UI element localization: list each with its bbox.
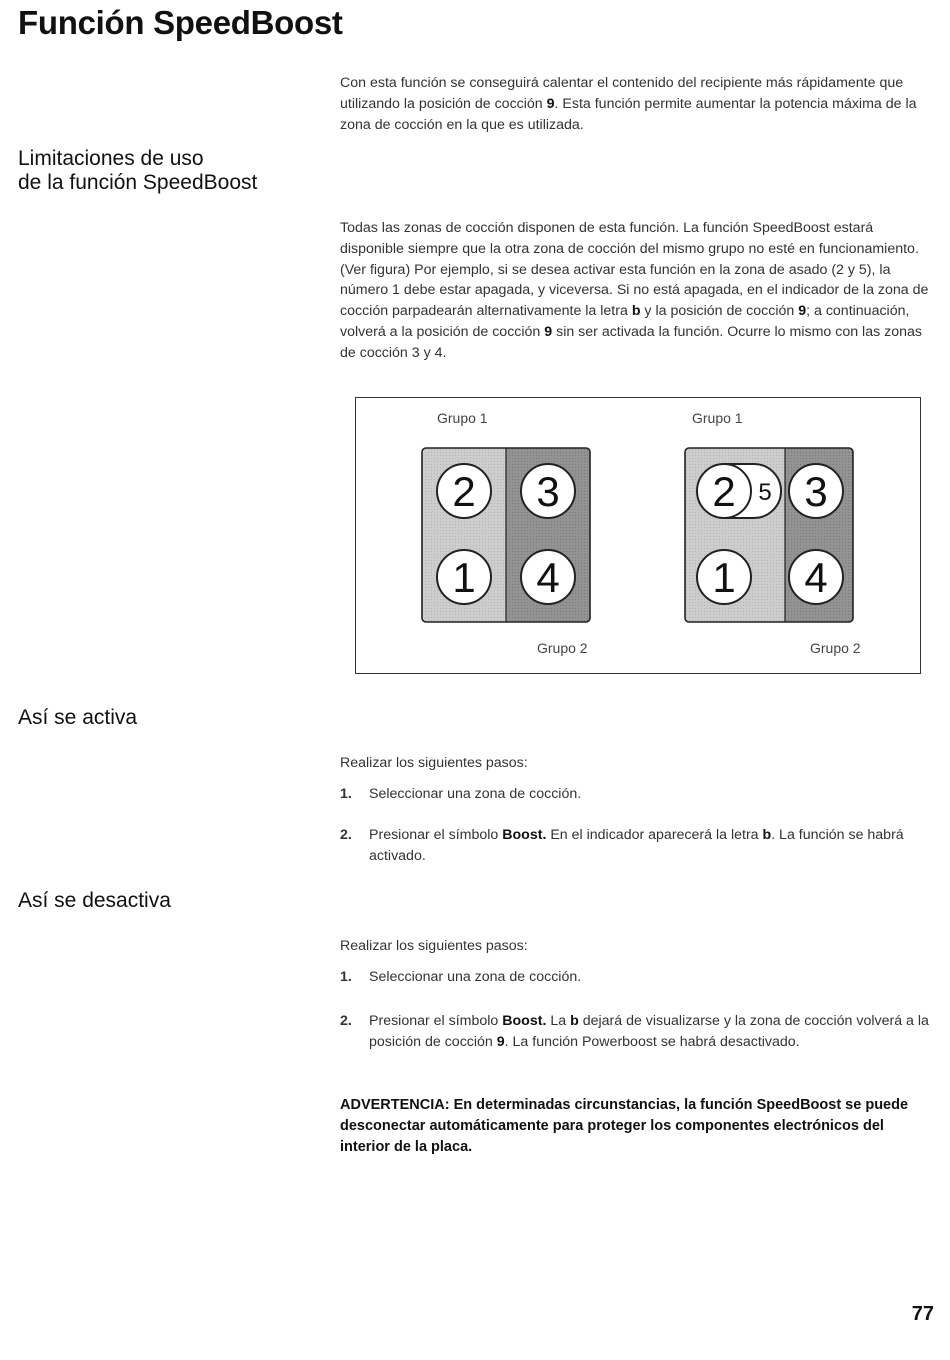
step-text-part: Presionar el símbolo: [369, 827, 503, 843]
heading-line: de la función SpeedBoost: [18, 171, 258, 194]
step-number: 2.: [340, 827, 352, 843]
display-symbol-b: b: [631, 303, 641, 320]
step-text: [369, 1011, 929, 1053]
paragraph-text: ; a continuación, volverá a la posición de cocción: [340, 303, 910, 340]
display-symbol-b: b: [570, 1013, 579, 1029]
left-hob: [422, 448, 590, 622]
desactiva-step-2: [340, 1011, 940, 1075]
desactiva-step-1: [340, 967, 940, 989]
activa-lead: Realizar los siguientes pasos:: [340, 755, 528, 771]
intro-text: Con esta función se conseguirá calentar el contenido del recipiente más rápidamente que utilizando la posición de cocción: [340, 75, 904, 112]
cooking-zone-groups-figure: [355, 397, 921, 674]
right-zone-label-1: 1: [712, 554, 736, 601]
figure-right-grupo2-label: Grupo 2: [810, 640, 861, 656]
step-text: Seleccionar una zona de cocción.: [369, 969, 582, 985]
warning-text: ADVERTENCIA: En determinadas circunstancias, la función SpeedBoost se puede desconectar automáticamente para proteger los componentes electrónicos del interior de la placa.: [340, 1097, 909, 1155]
left-zone-label-3: 3: [536, 468, 560, 515]
section-heading-limitaciones: [18, 147, 257, 195]
intro-text-end: . Esta función permite aumentar la potencia máxima de la zona de cocción en la que es utilizada.: [340, 95, 917, 133]
left-zone-label-1: 1: [452, 554, 476, 601]
step-text-part: . La función Powerboost se habrá desactivado.: [504, 1034, 800, 1050]
activa-step-2: [340, 825, 940, 869]
right-zone-label-3: 3: [804, 468, 828, 515]
right-zone-label-2: 2: [712, 468, 736, 515]
step-text: Seleccionar una zona de cocción.: [369, 786, 582, 802]
right-hob: [685, 448, 853, 622]
paragraph-text: sin ser activada la función. Ocurre lo mismo con las zonas de cocción 3 y 4.: [340, 323, 922, 361]
step-number: 1.: [340, 786, 352, 802]
boost-symbol-label: Boost.: [502, 1013, 547, 1029]
step-text-part: dejará de visualizarse y la zona de cocción volverá a la posición de cocción: [369, 1013, 929, 1050]
step-text: [369, 825, 929, 867]
step-number: 1.: [340, 969, 352, 985]
boost-symbol-label: Boost.: [502, 827, 547, 843]
figure-left-grupo2-label: Grupo 2: [537, 640, 588, 656]
step-text-part: En el indicador aparecerá la letra: [546, 827, 763, 843]
desactiva-lead: Realizar los siguientes pasos:: [340, 938, 528, 954]
left-zone-label-2: 2: [452, 468, 476, 515]
section-heading-desactiva: Así se desactiva: [18, 889, 171, 912]
step-text-part: . La función se habrá activado.: [369, 827, 904, 864]
left-zone-label-4: 4: [536, 554, 560, 601]
display-symbol-b: b: [762, 827, 772, 843]
step-number: 2.: [340, 1013, 352, 1029]
paragraph-text: y la posición de cocción: [640, 303, 799, 320]
section-heading-activa: Así se activa: [18, 706, 138, 729]
heading-line: Limitaciones de uso: [18, 147, 204, 170]
right-zone-label-5: 5: [758, 479, 772, 506]
page-title: Función SpeedBoost: [18, 4, 343, 41]
right-zone-label-4: 4: [804, 554, 828, 601]
limitaciones-paragraph: [340, 218, 940, 364]
display-symbol-9: 9: [798, 303, 807, 320]
figure-left-grupo1-label: Grupo 1: [437, 410, 488, 426]
step-text-part: Presionar el símbolo: [369, 1013, 503, 1029]
display-symbol-9: 9: [544, 323, 553, 340]
intro-paragraph: [340, 73, 940, 135]
paragraph-text: Todas las zonas de cocción disponen de esta función. La función SpeedBoost estará disponible siempre que la otra zona de cocción del mismo grupo no esté en funcionamiento. (Ver figura) Por ejemplo, si se desea activar esta función en la zona de asado (2 y 5), la número 1 debe estar apagada, y viceversa. Si no está apagada, en el indicador de la zona de cocción parpadearán alternativamente la letra: [340, 220, 929, 320]
activa-step-1: [340, 784, 940, 806]
figure-right-grupo1-label: Grupo 1: [692, 410, 743, 426]
display-symbol-9: 9: [496, 1034, 505, 1050]
step-text-part: La: [546, 1013, 571, 1029]
display-symbol-9: 9: [546, 95, 555, 112]
page-number: 77: [911, 1303, 934, 1325]
